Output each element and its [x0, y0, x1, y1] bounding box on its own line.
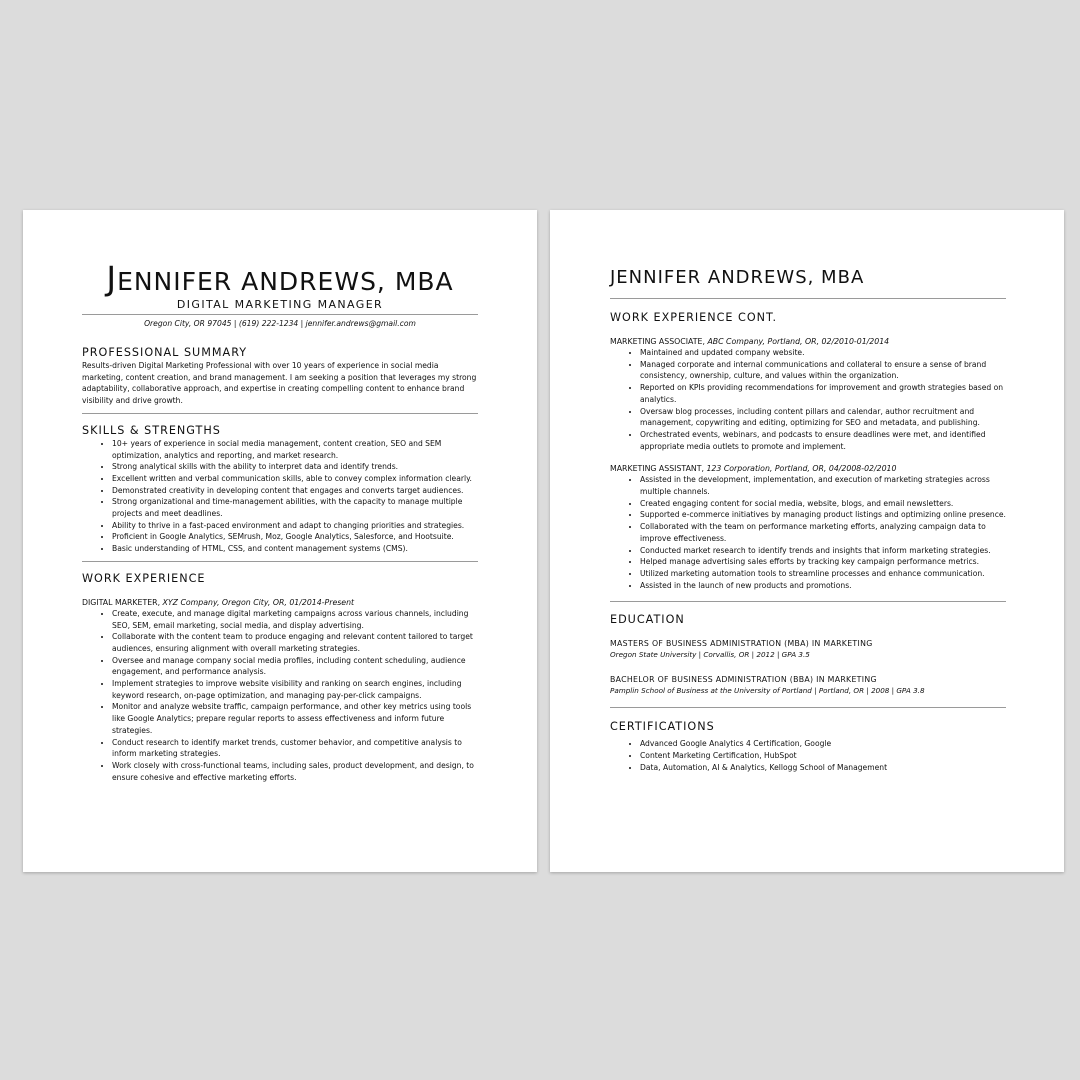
list-item: • Maintained and updated company website. [640, 347, 1006, 359]
skills-heading: SKILLS & STRENGTHS [82, 423, 221, 437]
job-entry-title [610, 463, 1006, 474]
header-divider [610, 298, 1006, 299]
resume-page-1 [23, 210, 537, 872]
job-duties-list [610, 347, 1006, 452]
list-item: • Oversee and manage company social media profiles, including content scheduling, audience engagement, and performance analysis. [112, 655, 478, 678]
section-divider [610, 601, 1006, 602]
experience-heading: WORK EXPERIENCE [82, 571, 206, 585]
list-item: • Excellent written and verbal communication skills, able to convey complex information clearly. [112, 473, 478, 485]
certifications-list [610, 738, 1006, 773]
list-item: • Advanced Google Analytics 4 Certification, Google [640, 738, 1006, 750]
section-divider [82, 561, 478, 562]
summary-heading: PROFESSIONAL SUMMARY [82, 346, 248, 359]
list-item: • Created engaging content for social media, website, blogs, and email newsletters. [640, 498, 1006, 510]
job-duties-list [610, 474, 1006, 591]
list-item: • Create, execute, and manage digital marketing campaigns across various channels, including SEO, SEM, email marketing, social media, and display advertising. [112, 608, 478, 631]
job-title-headline: DIGITAL MARKETING MANAGER [176, 298, 384, 311]
resume-page-2 [550, 210, 1064, 872]
skills-list [82, 438, 478, 555]
job-meta: ABC Company, Portland, OR, 02/2010-01/2014 [707, 337, 890, 346]
experience-cont-heading: WORK EXPERIENCE CONT. [610, 311, 778, 324]
list-item: • Orchestrated events, webinars, and podcasts to ensure deadlines were met, and identified appropriate media outlets to promote and implement. [640, 429, 1006, 452]
list-item: • 10+ years of experience in social media management, content creation, SEO and SEM optimization, analytics and reporting, and market research. [112, 438, 478, 461]
list-item: • Managed corporate and internal communications and collateral to ensure a sense of brand consistency, ownership, culture, and values within the organization. [640, 359, 1006, 382]
list-item: • Assisted in the development, implementation, and execution of marketing strategies across multiple channels. [640, 474, 1006, 497]
job-role: DIGITAL MARKETER, [82, 597, 161, 607]
job-entry-title [82, 597, 478, 608]
list-item: • Conducted market research to identify trends and insights that inform marketing strategies. [640, 545, 1006, 557]
list-item: • Content Marketing Certification, HubSpot [640, 750, 1006, 762]
candidate-name: JENNIFER ANDREWS, MBA [610, 267, 865, 288]
education-heading: EDUCATION [610, 613, 685, 627]
job-duties-list [82, 608, 478, 784]
list-item: • Strong organizational and time-management abilities, with the capacity to manage multiple projects and meet deadlines. [112, 496, 478, 519]
job-meta: 123 Corporation, Portland, OR, 04/2008-02/2010 [706, 464, 897, 474]
list-item: • Utilized marketing automation tools to streamline processes and enhance communication. [640, 568, 1006, 580]
section-divider [610, 707, 1006, 708]
name-initial: J [106, 259, 118, 298]
job-role: MARKETING ASSOCIATE, [610, 337, 705, 346]
list-item: • Monitor and analyze website traffic, campaign performance, and other key metrics using tools like Google Analytics; prepare regular reports to assess effectiveness and inform future strategies. [112, 701, 478, 736]
education-school: Oregon State University | Corvallis, OR | 2012 | GPA 3.5 [610, 650, 810, 660]
certifications-heading: CERTIFICATIONS [610, 720, 715, 734]
education-school: Pamplin School of Business at the University of Portland | Portland, OR | 2008 | GPA 3.8 [610, 686, 925, 696]
summary-text: Results-driven Digital Marketing Professional with over 10 years of experience in social media marketing, content creation, and brand management. I am seeking a position that leverages my strong adaptability, collaborative approach, and expertise in creating compelling content to enhance brand visibility and drive growth. [82, 361, 477, 406]
list-item: • Strong analytical skills with the ability to interpret data and identify trends. [112, 461, 478, 473]
list-item: • Supported e-commerce initiatives by managing product listings and optimizing online presence. [640, 509, 1006, 521]
job-role: MARKETING ASSISTANT, [610, 464, 704, 474]
header-divider [82, 314, 478, 315]
list-item: • Proficient in Google Analytics, SEMrush, Moz, Google Analytics, Salesforce, and Hootsuite. [112, 531, 478, 543]
list-item: • Helped manage advertising sales efforts by tracking key campaign performance metrics. [640, 556, 1006, 568]
list-item: • Collaborate with the content team to produce engaging and relevant content tailored to target audiences, ensuring alignment with overall marketing strategies. [112, 631, 478, 654]
job-entry-title [610, 336, 1006, 347]
list-item: • Basic understanding of HTML, CSS, and content management systems (CMS). [112, 543, 478, 555]
list-item: • Demonstrated creativity in developing content that engages and converts target audiences. [112, 485, 478, 497]
education-degree: MASTERS OF BUSINESS ADMINISTRATION (MBA) IN MARKETING [610, 639, 873, 649]
job-meta: XYZ Company, Oregon City, OR, 01/2014-Present [162, 597, 355, 607]
contact-line: Oregon City, OR 97045 | (619) 222-1234 | jennifer.andrews@gmail.com [144, 319, 416, 328]
list-item: • Ability to thrive in a fast-paced environment and adapt to changing priorities and strategies. [112, 520, 478, 532]
list-item: • Oversaw blog processes, including content pillars and calendar, author recruitment and management, copywriting and editing, optimizing for SEO and metadata, and publishing. [640, 406, 1006, 429]
list-item: • Implement strategies to improve website visibility and ranking on search engines, including keyword research, on-page optimization, and managing pay-per-click campaigns. [112, 678, 478, 701]
name-rest: ENNIFER ANDREWS, MBA [117, 267, 454, 296]
education-degree: BACHELOR OF BUSINESS ADMINISTRATION (BBA) IN MARKETING [610, 675, 877, 685]
list-item: • Collaborated with the team on performance marketing efforts, analyzing campaign data to improve effectiveness. [640, 521, 1006, 544]
list-item: • Reported on KPIs providing recommendations for improvement and growth strategies based on analytics. [640, 382, 1006, 405]
list-item: • Data, Automation, AI & Analytics, Kellogg School of Management [640, 762, 1006, 774]
list-item: • Conduct research to identify market trends, customer behavior, and competitive analysis to inform marketing strategies. [112, 737, 478, 760]
list-item: • Work closely with cross-functional teams, including sales, product development, and design, to ensure cohesive and effective marketing efforts. [112, 760, 478, 783]
list-item: • Assisted in the launch of new products and promotions. [640, 580, 1006, 592]
candidate-name [82, 259, 478, 298]
section-divider [82, 413, 478, 414]
